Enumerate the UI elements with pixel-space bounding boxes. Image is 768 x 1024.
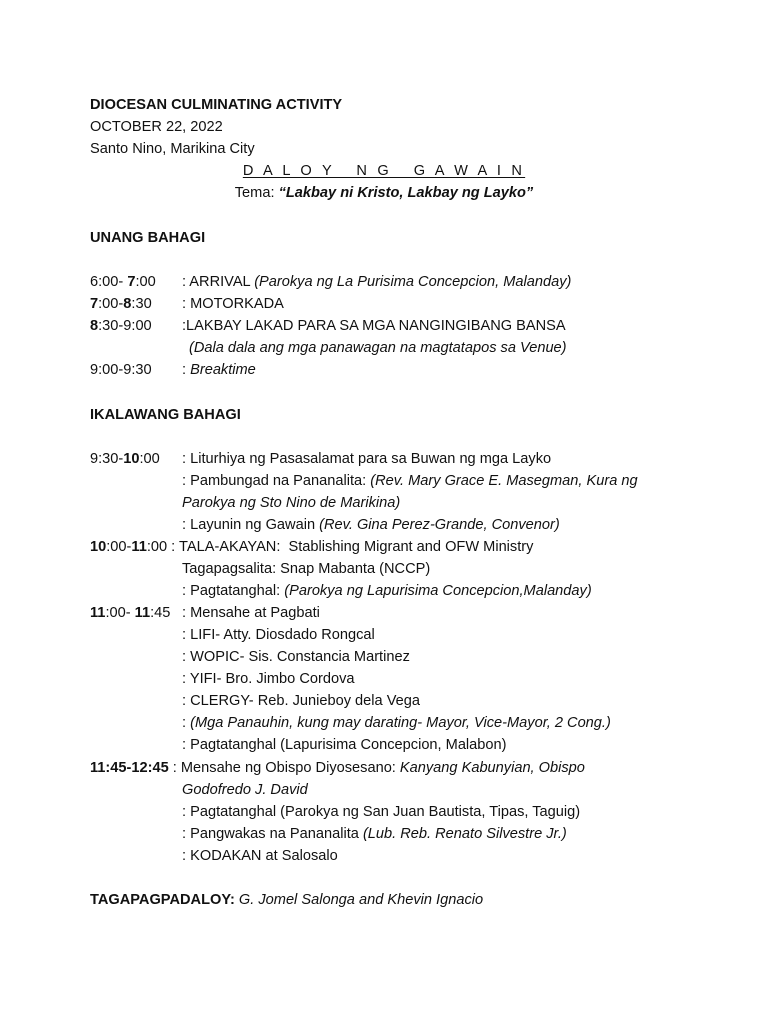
time-part: :00 (135, 274, 156, 290)
time-part: :00 (139, 451, 160, 467)
part2-row4-continuation: Tagapagsalita: Snap Mabanta (NCCP) (182, 561, 431, 577)
facilitators-label: TAGAPAGPADALOY: (90, 892, 235, 908)
facilitators-line (90, 891, 483, 909)
time-part: :00- (106, 539, 132, 555)
time-part: 11:45-12:45 (90, 760, 169, 776)
activity-note: Kanyang Kabunyian, Obispo (399, 760, 585, 776)
flow-heading-text: D A L O Y N G G A W A I N (242, 163, 526, 179)
time-part: 11 (90, 605, 106, 621)
event-date: OCTOBER 22, 2022 (90, 119, 223, 135)
part1-row1-time (90, 273, 156, 291)
part2-row1-text: : Liturhiya ng Pasasalamat para sa Buwan ng mga Layko (182, 451, 552, 467)
time-part: :45 (150, 605, 171, 621)
activity-note: (Rev. Mary Grace E. Masegman, Kura ng (370, 473, 638, 489)
part2-row11-text: : KODAKAN at Salosalo (182, 848, 338, 864)
activity-note: (Rev. Gina Perez-Grande, Convenor) (319, 517, 560, 533)
speaker-lifi: : LIFI- Atty. Diosdado Rongcal (182, 627, 375, 643)
part1-row3-continuation: (Dala dala ang mga panawagan na magtatapos sa Venue) (189, 340, 567, 356)
time-part: :00 (146, 539, 168, 555)
time-part: :30 (131, 296, 152, 312)
time-part: 6:00- (90, 274, 128, 290)
time-part: 7 (127, 274, 136, 290)
activity-note: (Parokya ng Lapurisima Concepcion,Malanday) (284, 583, 592, 599)
part2-row8 (90, 759, 585, 777)
part2-row8-continuation: Godofredo J. David (182, 782, 308, 798)
part2-row10-text (182, 825, 567, 843)
time-part: :30-9:00 (98, 318, 152, 334)
part2-row2-continuation: Parokya ng Sto Nino de Marikina) (182, 495, 401, 511)
theme-line (0, 184, 768, 202)
time-part: 8 (90, 318, 99, 334)
part2-row6-text: : Mensahe at Pagbati (182, 605, 320, 621)
speaker-yifi: : YIFI- Bro. Jimbo Cordova (182, 671, 355, 687)
part1-row1-text (182, 273, 571, 291)
part1-row2-text: : MOTORKADA (182, 296, 284, 312)
part1-row4-time: 9:00-9:30 (90, 362, 152, 378)
activity-text: : Pangwakas na Pananalita (182, 826, 363, 842)
activity-text: : Pagtatanghal: (182, 583, 285, 599)
part2-heading: IKALAWANG BAHAGI (90, 407, 241, 423)
flow-heading (0, 162, 768, 180)
speaker-wopic: : WOPIC- Sis. Constancia Martinez (182, 649, 410, 665)
activity-note: (Parokya ng La Purisima Concepcion, Malanday) (254, 274, 572, 290)
part2-row4 (90, 538, 533, 556)
activity-note: Breaktime (190, 362, 256, 378)
activity-text: : Pambungad na Pananalita: (182, 473, 371, 489)
part1-row2-time (90, 295, 152, 313)
activity-text: : ARRIVAL (182, 274, 255, 290)
part2-row6-time (90, 604, 170, 622)
time-part: 9:30- (90, 451, 124, 467)
part2-row3-text (182, 516, 560, 534)
part2-row1-time (90, 450, 160, 468)
time-part: 11 (134, 605, 151, 621)
theme-text: “Lakbay ni Kristo, Lakbay ng Layko” (278, 185, 534, 201)
part2-row2-text (182, 472, 638, 490)
activity-text: : TALA-AKAYAN: Stablishing Migrant and OFW Ministry (167, 539, 534, 555)
part1-row3-time (90, 317, 152, 335)
guests-line (182, 714, 611, 732)
speaker-clergy: : CLERGY- Reb. Junieboy dela Vega (182, 693, 420, 709)
facilitators-names: G. Jomel Salonga and Khevin Ignacio (234, 892, 484, 908)
time-part: :00- (105, 605, 135, 621)
event-venue: Santo Nino, Marikina City (90, 141, 255, 157)
activity-text: : (182, 715, 191, 731)
time-part: 11 (131, 539, 147, 555)
part1-row3-text: :LAKBAY LAKAD PARA SA MGA NANGINGIBANG BANSA (182, 318, 566, 334)
time-part: 8 (123, 296, 132, 312)
part2-row5-text (182, 582, 592, 600)
part1-heading: UNANG BAHAGI (90, 230, 206, 246)
activity-note: (Mga Panauhin, kung may darating- Mayor, Vice-Mayor, 2 Cong.) (190, 715, 611, 731)
activity-note: (Lub. Reb. Renato Silvestre Jr.) (362, 826, 567, 842)
time-part: :00- (98, 296, 124, 312)
theme-label: Tema: (234, 185, 275, 201)
part1-row4-text (182, 361, 256, 379)
activity-text: : Mensahe ng Obispo Diyosesano: (168, 760, 400, 776)
activity-text: : Layunin ng Gawain (182, 517, 320, 533)
time-part: 7 (90, 296, 99, 312)
part2-row7-text: : Pagtatanghal (Lapurisima Concepcion, Malabon) (182, 737, 507, 753)
activity-text: : (182, 362, 191, 378)
time-part: 10 (90, 539, 107, 555)
part2-row9-text: : Pagtatanghal (Parokya ng San Juan Bautista, Tipas, Taguig) (182, 804, 581, 820)
document-title: DIOCESAN CULMINATING ACTIVITY (90, 97, 343, 113)
time-part: 10 (123, 451, 140, 467)
